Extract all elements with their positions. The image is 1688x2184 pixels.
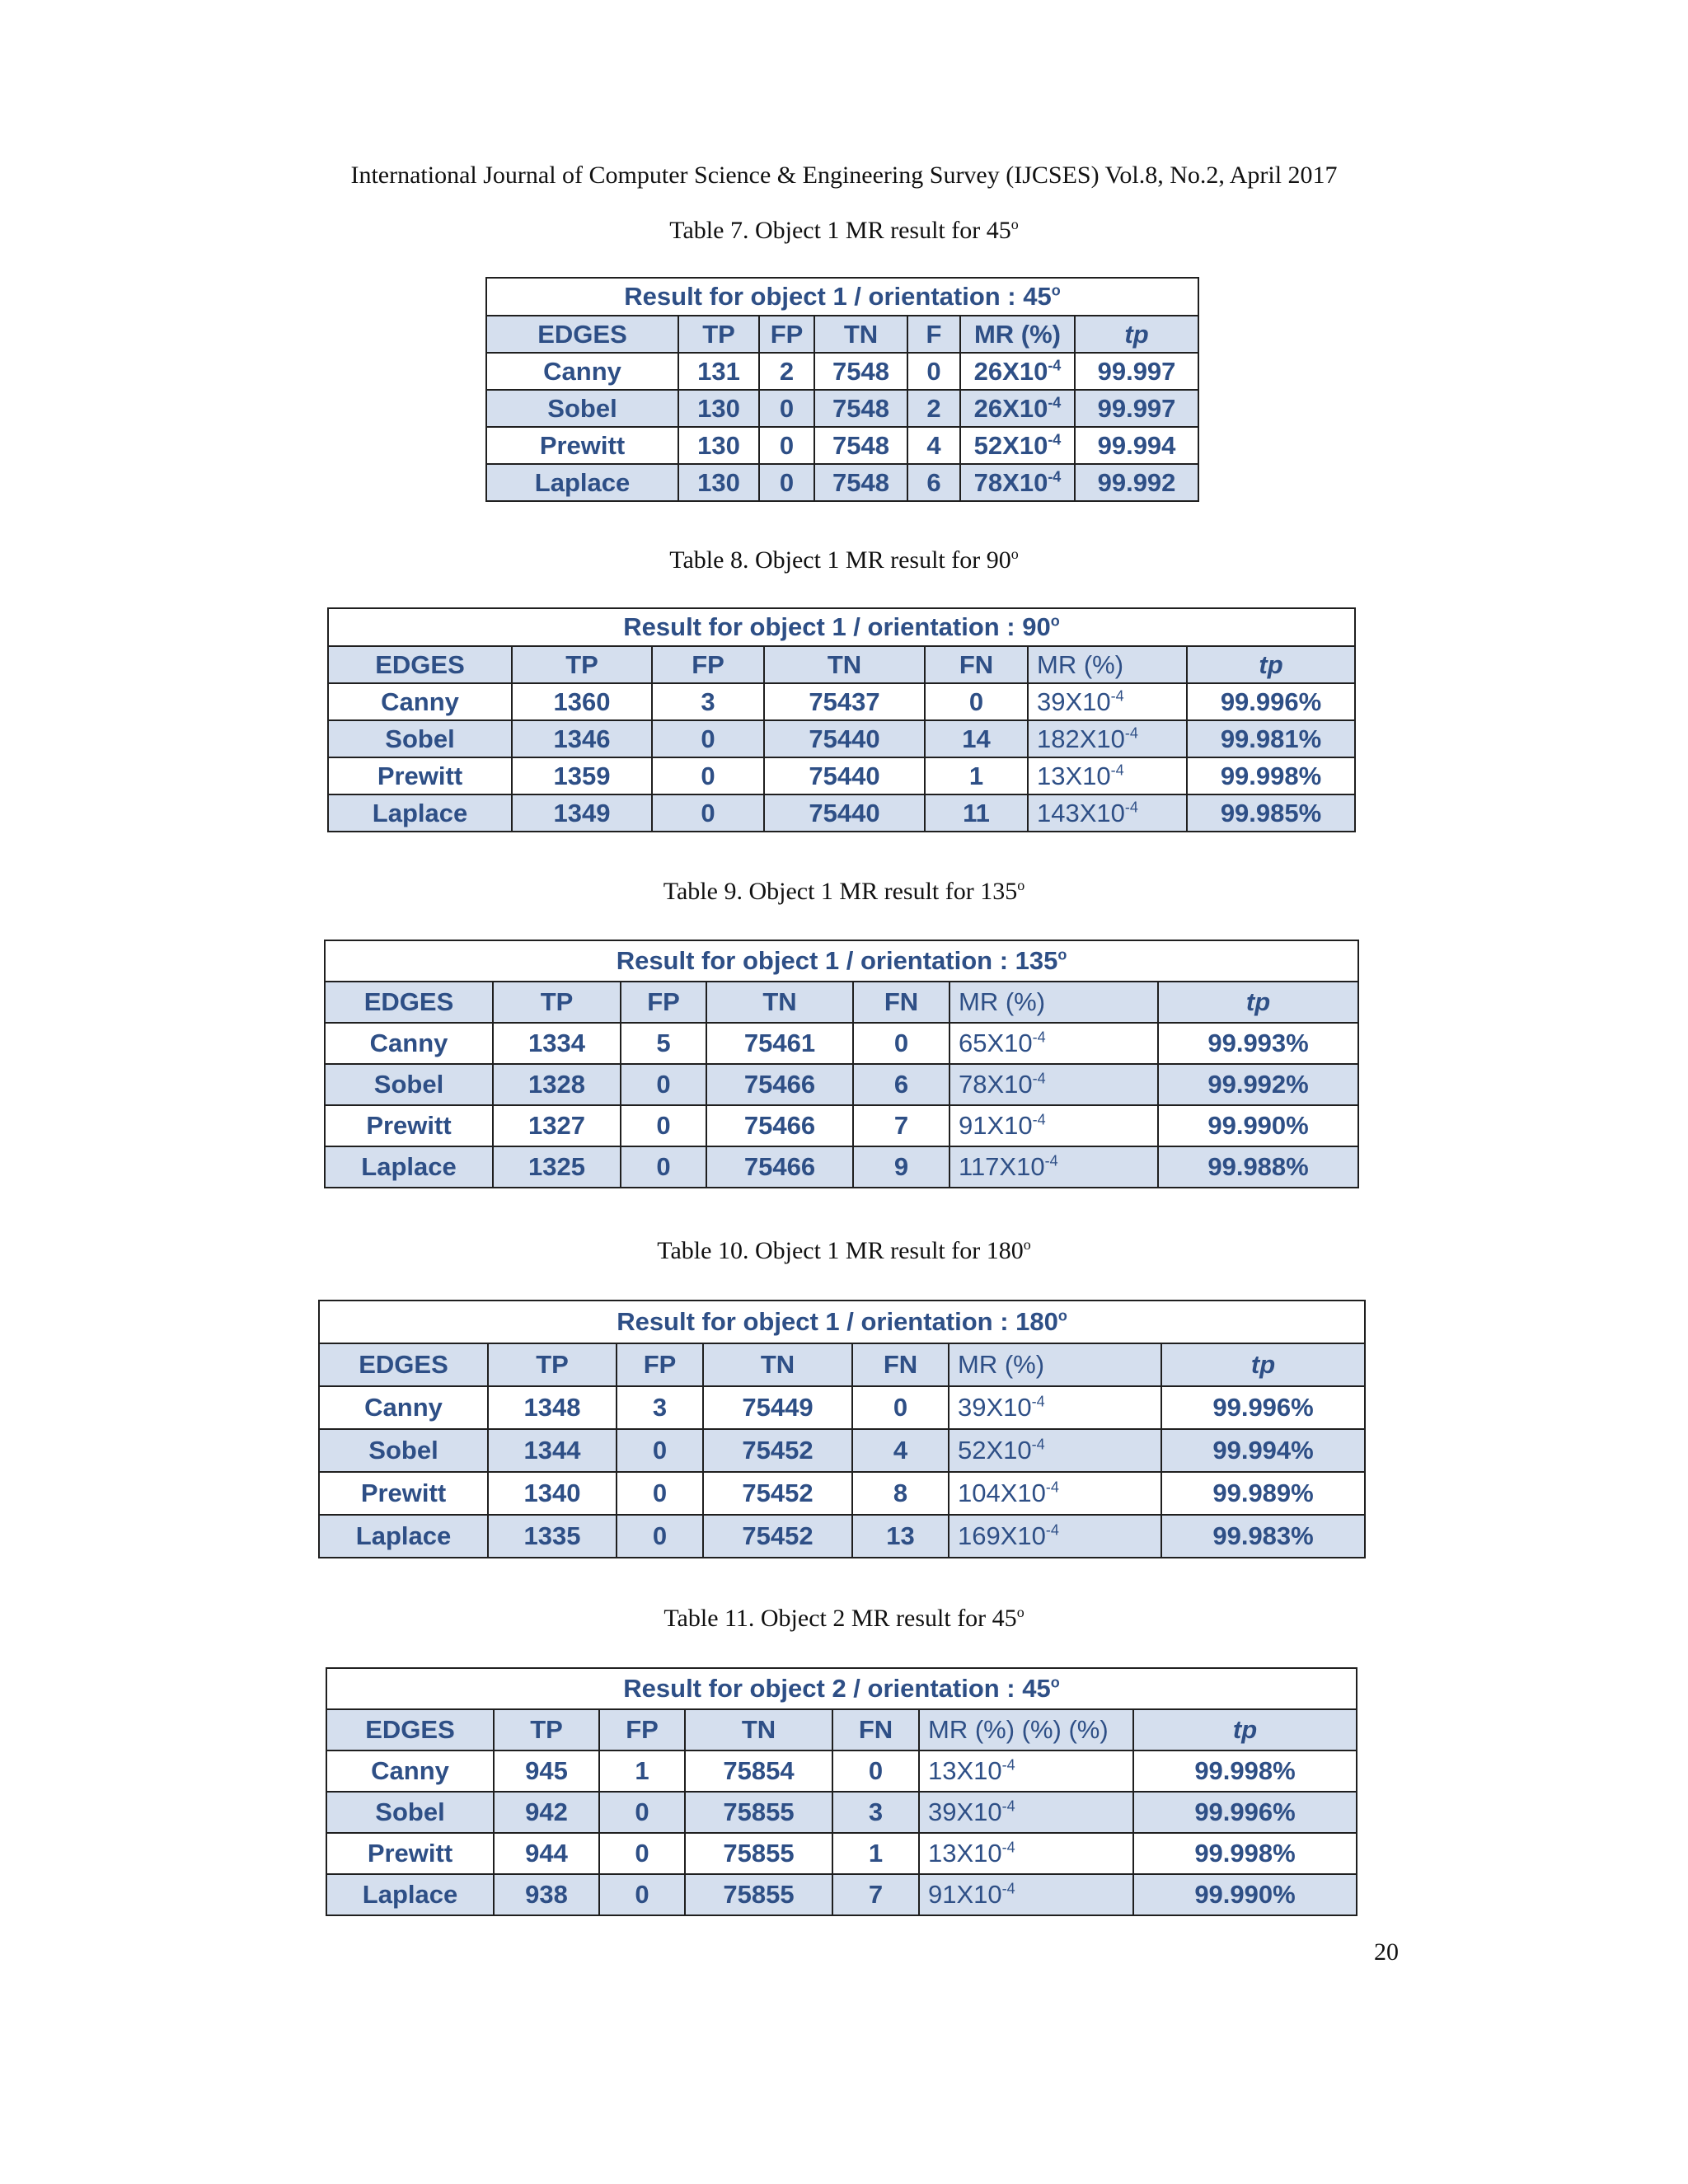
mr-exponent: -4 [1048, 431, 1062, 448]
cell-fn: 0 [853, 1023, 950, 1064]
col-header-tp: TP [512, 646, 652, 683]
col-header-tp: TP [488, 1343, 617, 1386]
mr-exponent: -4 [1045, 1521, 1059, 1539]
col-header-tp-pct: tp [1161, 1343, 1365, 1386]
table-row [486, 390, 1198, 427]
cell-tp-pct: 99.992% [1158, 1064, 1358, 1105]
cell-fn: 11 [925, 794, 1028, 832]
cell-edge: Laplace [486, 464, 678, 501]
table-row [319, 1386, 1365, 1429]
cell-tp: 1328 [493, 1064, 621, 1105]
cell-fp: 0 [599, 1874, 685, 1915]
cell-fp: 2 [759, 353, 814, 390]
cell-tp-pct: 99.985% [1187, 794, 1355, 832]
table-title-text: Result for object 1 / orientation : 135 [616, 946, 1058, 975]
col-header-fn: F [907, 316, 960, 353]
table-8 [327, 607, 1356, 832]
cell-tn: 75440 [764, 720, 925, 757]
col-header-tp: TP [493, 982, 621, 1023]
table-row [328, 683, 1355, 720]
cell-fp: 5 [621, 1023, 706, 1064]
mr-exponent: -4 [1048, 394, 1062, 411]
cell-fn: 7 [832, 1874, 919, 1915]
cell-mr [919, 1874, 1133, 1915]
table-7-caption [0, 216, 1688, 245]
table-row [328, 757, 1355, 794]
mr-value: 13X10 [928, 1839, 1002, 1868]
degree-symbol: o [1010, 216, 1019, 232]
cell-mr [960, 390, 1075, 427]
cell-mr [960, 427, 1075, 464]
cell-fn: 0 [925, 683, 1028, 720]
cell-edge: Canny [328, 683, 512, 720]
header-row [328, 646, 1355, 683]
table-9-caption [0, 877, 1688, 906]
cell-tp-pct: 99.993% [1158, 1023, 1358, 1064]
cell-fp: 0 [617, 1515, 703, 1558]
header-row [326, 1709, 1357, 1750]
cell-fn: 3 [832, 1792, 919, 1833]
mr-exponent: -4 [1045, 1479, 1059, 1496]
mr-value: 13X10 [928, 1756, 1002, 1785]
col-header-mr: MR (%) [960, 316, 1075, 353]
cell-fn: 4 [852, 1429, 949, 1472]
table-row [326, 1833, 1357, 1874]
cell-tn: 75855 [685, 1874, 832, 1915]
col-header-fp: FP [621, 982, 706, 1023]
cell-edge: Laplace [328, 794, 512, 832]
col-header-fn: FN [852, 1343, 949, 1386]
col-header-tp-pct: tp [1187, 646, 1355, 683]
table-8-caption [0, 546, 1688, 574]
mr-value: 52X10 [958, 1436, 1032, 1465]
cell-mr [949, 1429, 1161, 1472]
cell-tp-pct: 99.996% [1161, 1386, 1365, 1429]
cell-fn: 2 [907, 390, 960, 427]
header-row [486, 316, 1198, 353]
cell-mr [960, 353, 1075, 390]
header-row [325, 982, 1358, 1023]
mr-exponent: -4 [1032, 1029, 1046, 1046]
cell-fn: 0 [907, 353, 960, 390]
col-header-edges: EDGES [325, 982, 493, 1023]
cell-tp: 130 [678, 464, 759, 501]
cell-tn: 75466 [706, 1064, 853, 1105]
table-row [486, 353, 1198, 390]
mr-value: 91X10 [959, 1111, 1033, 1140]
col-header-fp: FP [617, 1343, 703, 1386]
cell-tn: 75452 [703, 1515, 852, 1558]
table-row [325, 1023, 1358, 1064]
mr-value: 13X10 [1037, 761, 1111, 790]
mr-exponent: -4 [1031, 1393, 1045, 1410]
page-number: 20 [1374, 1938, 1399, 1966]
mr-exponent: -4 [1001, 1839, 1015, 1856]
header-row [319, 1343, 1365, 1386]
table-row [325, 1146, 1358, 1188]
cell-tn: 75452 [703, 1472, 852, 1515]
cell-tp: 944 [494, 1833, 599, 1874]
cell-tn: 7548 [814, 390, 907, 427]
cell-edge: Sobel [326, 1792, 494, 1833]
cell-fp: 3 [617, 1386, 703, 1429]
cell-tp-pct: 99.983% [1161, 1515, 1365, 1558]
degree-symbol: o [1057, 1307, 1067, 1324]
cell-edge: Canny [326, 1750, 494, 1792]
cell-tp-pct: 99.998% [1133, 1750, 1357, 1792]
cell-tp: 1348 [488, 1386, 617, 1429]
mr-exponent: -4 [1110, 687, 1124, 705]
mr-value: 78X10 [973, 467, 1048, 497]
cell-edge: Sobel [486, 390, 678, 427]
cell-tp-pct: 99.998% [1133, 1833, 1357, 1874]
cell-edge: Prewitt [328, 757, 512, 794]
cell-mr [1028, 794, 1187, 832]
col-header-mr: MR (%) [950, 982, 1158, 1023]
col-header-edges: EDGES [328, 646, 512, 683]
table-row [326, 1874, 1357, 1915]
table-row [326, 1750, 1357, 1792]
degree-symbol: o [1050, 1674, 1060, 1691]
table-title-text: Result for object 1 / orientation : 90 [623, 612, 1051, 641]
col-header-mr: MR (%) [1028, 646, 1187, 683]
cell-fp: 0 [759, 390, 814, 427]
table-row [319, 1515, 1365, 1558]
table-9 [324, 940, 1359, 1188]
cell-tp-pct: 99.994 [1075, 427, 1198, 464]
cell-tp: 942 [494, 1792, 599, 1833]
mr-exponent: -4 [1048, 468, 1062, 485]
cell-fn: 9 [853, 1146, 950, 1188]
cell-edge: Laplace [325, 1146, 493, 1188]
cell-tp: 1344 [488, 1429, 617, 1472]
mr-exponent: -4 [1001, 1880, 1015, 1897]
degree-symbol: o [1010, 546, 1019, 562]
cell-edge: Sobel [319, 1429, 488, 1472]
cell-fn: 6 [853, 1064, 950, 1105]
table-row [328, 720, 1355, 757]
mr-value: 143X10 [1037, 798, 1125, 827]
cell-tp: 1340 [488, 1472, 617, 1515]
cell-edge: Prewitt [319, 1472, 488, 1515]
table-title [328, 608, 1355, 646]
cell-tp-pct: 99.996% [1133, 1792, 1357, 1833]
cell-fn: 1 [925, 757, 1028, 794]
cell-edge: Canny [486, 353, 678, 390]
mr-exponent: -4 [1001, 1756, 1015, 1774]
cell-mr [919, 1792, 1133, 1833]
cell-tp: 1346 [512, 720, 652, 757]
table-title-text: Result for object 1 / orientation : 180 [617, 1307, 1058, 1336]
cell-fp: 0 [652, 757, 764, 794]
caption-text: Table 11. Object 2 MR result for 45 [663, 1605, 1017, 1632]
mr-exponent: -4 [1048, 357, 1062, 374]
mr-exponent: -4 [1001, 1797, 1015, 1815]
cell-fp: 3 [652, 683, 764, 720]
cell-fp: 0 [617, 1429, 703, 1472]
table-title [486, 278, 1198, 316]
cell-tn: 75449 [703, 1386, 852, 1429]
cell-fn: 0 [832, 1750, 919, 1792]
cell-fn: 8 [852, 1472, 949, 1515]
mr-value: 26X10 [973, 356, 1048, 386]
cell-edge: Canny [325, 1023, 493, 1064]
table-row [319, 1429, 1365, 1472]
cell-mr [950, 1105, 1158, 1146]
mr-value: 52X10 [973, 430, 1048, 460]
cell-fp: 0 [599, 1833, 685, 1874]
cell-fn: 6 [907, 464, 960, 501]
col-header-fp: FP [599, 1709, 685, 1750]
mr-value: 39X10 [1037, 687, 1111, 716]
cell-tp-pct: 99.990% [1158, 1105, 1358, 1146]
running-head: International Journal of Computer Science & Engineering Survey (IJCSES) Vol.8, No.2, April 2017 [350, 162, 1338, 189]
table-title-text: Result for object 1 / orientation : 45 [624, 282, 1052, 311]
mr-exponent: -4 [1032, 1111, 1046, 1128]
cell-edge: Laplace [319, 1515, 488, 1558]
table-title [319, 1301, 1365, 1343]
col-header-tp-pct: tp [1158, 982, 1358, 1023]
cell-mr [949, 1515, 1161, 1558]
col-header-fp: FP [652, 646, 764, 683]
caption-text: Table 9. Object 1 MR result for 135 [663, 878, 1018, 905]
cell-fn: 0 [852, 1386, 949, 1429]
mr-value: 26X10 [973, 393, 1048, 423]
mr-exponent: -4 [1032, 1070, 1046, 1087]
mr-value: 39X10 [958, 1393, 1032, 1422]
degree-symbol: o [1023, 1236, 1031, 1253]
cell-fp: 0 [621, 1105, 706, 1146]
table-7 [485, 277, 1199, 502]
cell-tp: 1349 [512, 794, 652, 832]
mr-value: 65X10 [959, 1029, 1033, 1057]
cell-tn: 75466 [706, 1146, 853, 1188]
col-header-mr: MR (%) (%) (%) [919, 1709, 1133, 1750]
cell-mr [949, 1386, 1161, 1429]
cell-tn: 75440 [764, 757, 925, 794]
cell-tp: 938 [494, 1874, 599, 1915]
cell-tn: 75466 [706, 1105, 853, 1146]
col-header-tp: TP [494, 1709, 599, 1750]
table-row [325, 1064, 1358, 1105]
cell-fp: 0 [621, 1064, 706, 1105]
table-row [325, 1105, 1358, 1146]
cell-tn: 75855 [685, 1833, 832, 1874]
cell-fn: 1 [832, 1833, 919, 1874]
cell-fn: 4 [907, 427, 960, 464]
cell-tp-pct: 99.988% [1158, 1146, 1358, 1188]
cell-fn: 7 [853, 1105, 950, 1146]
cell-tp: 130 [678, 427, 759, 464]
cell-mr [919, 1750, 1133, 1792]
col-header-tp-pct: tp [1075, 316, 1198, 353]
table-title-text: Result for object 2 / orientation : 45 [623, 1674, 1051, 1703]
cell-mr [950, 1023, 1158, 1064]
cell-mr [950, 1064, 1158, 1105]
cell-fn: 13 [852, 1515, 949, 1558]
col-header-tn: TN [703, 1343, 852, 1386]
cell-tn: 7548 [814, 353, 907, 390]
table-title [325, 940, 1358, 982]
mr-value: 104X10 [958, 1479, 1046, 1507]
cell-tn: 75437 [764, 683, 925, 720]
col-header-edges: EDGES [319, 1343, 488, 1386]
table-11-caption [0, 1604, 1688, 1633]
cell-edge: Prewitt [486, 427, 678, 464]
cell-edge: Canny [319, 1386, 488, 1429]
cell-mr [1028, 720, 1187, 757]
cell-tp-pct: 99.998% [1187, 757, 1355, 794]
mr-value: 169X10 [958, 1521, 1046, 1550]
cell-tn: 75855 [685, 1792, 832, 1833]
cell-edge: Laplace [326, 1874, 494, 1915]
degree-symbol: o [1051, 282, 1061, 299]
cell-fp: 1 [599, 1750, 685, 1792]
cell-tp-pct: 99.989% [1161, 1472, 1365, 1515]
degree-symbol: o [1050, 612, 1060, 630]
col-header-mr: MR (%) [949, 1343, 1161, 1386]
cell-tp-pct: 99.997 [1075, 353, 1198, 390]
cell-fp: 0 [759, 427, 814, 464]
cell-mr [950, 1146, 1158, 1188]
col-header-tn: TN [814, 316, 907, 353]
col-header-fn: FN [925, 646, 1028, 683]
cell-edge: Prewitt [325, 1105, 493, 1146]
mr-exponent: -4 [1031, 1436, 1045, 1453]
cell-tp: 1360 [512, 683, 652, 720]
caption-text: Table 10. Object 1 MR result for 180 [657, 1237, 1024, 1264]
cell-edge: Sobel [328, 720, 512, 757]
table-row [328, 794, 1355, 832]
cell-tn: 75452 [703, 1429, 852, 1472]
degree-symbol: o [1057, 946, 1067, 963]
col-header-fn: FN [832, 1709, 919, 1750]
col-header-tn: TN [706, 982, 853, 1023]
table-10 [318, 1300, 1366, 1558]
cell-edge: Sobel [325, 1064, 493, 1105]
table-11 [326, 1667, 1357, 1916]
mr-value: 117X10 [959, 1152, 1045, 1181]
table-row [319, 1472, 1365, 1515]
cell-mr [1028, 757, 1187, 794]
caption-text: Table 8. Object 1 MR result for 90 [669, 546, 1011, 574]
mr-value: 78X10 [959, 1070, 1033, 1099]
cell-tp: 131 [678, 353, 759, 390]
cell-tp: 1327 [493, 1105, 621, 1146]
cell-edge: Prewitt [326, 1833, 494, 1874]
col-header-tp: TP [678, 316, 759, 353]
cell-mr [919, 1833, 1133, 1874]
cell-fn: 14 [925, 720, 1028, 757]
cell-tp: 130 [678, 390, 759, 427]
mr-value: 182X10 [1037, 724, 1125, 753]
table-10-caption [0, 1236, 1688, 1265]
mr-exponent: -4 [1044, 1152, 1058, 1169]
table-row [486, 427, 1198, 464]
col-header-tp-pct: tp [1133, 1709, 1357, 1750]
cell-tn: 75461 [706, 1023, 853, 1064]
cell-tp-pct: 99.981% [1187, 720, 1355, 757]
table-row [486, 464, 1198, 501]
cell-fp: 0 [599, 1792, 685, 1833]
cell-tp: 1325 [493, 1146, 621, 1188]
mr-exponent: -4 [1124, 799, 1138, 816]
cell-tp-pct: 99.992 [1075, 464, 1198, 501]
mr-exponent: -4 [1110, 762, 1124, 779]
mr-exponent: -4 [1124, 724, 1138, 742]
cell-mr [949, 1472, 1161, 1515]
cell-tp: 1335 [488, 1515, 617, 1558]
degree-symbol: o [1016, 1604, 1025, 1620]
col-header-tn: TN [685, 1709, 832, 1750]
cell-tp: 945 [494, 1750, 599, 1792]
degree-symbol: o [1017, 877, 1025, 893]
table-row [326, 1792, 1357, 1833]
col-header-edges: EDGES [326, 1709, 494, 1750]
table-title [326, 1668, 1357, 1709]
mr-value: 91X10 [928, 1880, 1002, 1909]
cell-tp: 1359 [512, 757, 652, 794]
cell-tn: 75440 [764, 794, 925, 832]
col-header-fn: FN [853, 982, 950, 1023]
cell-tn: 7548 [814, 427, 907, 464]
mr-value: 39X10 [928, 1797, 1002, 1826]
col-header-edges: EDGES [486, 316, 678, 353]
cell-fp: 0 [621, 1146, 706, 1188]
cell-fp: 0 [617, 1472, 703, 1515]
cell-fp: 0 [759, 464, 814, 501]
cell-tn: 7548 [814, 464, 907, 501]
cell-tp: 1334 [493, 1023, 621, 1064]
col-header-tn: TN [764, 646, 925, 683]
cell-mr [1028, 683, 1187, 720]
cell-tn: 75854 [685, 1750, 832, 1792]
cell-mr [960, 464, 1075, 501]
cell-fp: 0 [652, 720, 764, 757]
cell-tp-pct: 99.997 [1075, 390, 1198, 427]
cell-tp-pct: 99.994% [1161, 1429, 1365, 1472]
cell-tp-pct: 99.990% [1133, 1874, 1357, 1915]
cell-fp: 0 [652, 794, 764, 832]
cell-tp-pct: 99.996% [1187, 683, 1355, 720]
caption-text: Table 7. Object 1 MR result for 45 [669, 217, 1011, 244]
col-header-fp: FP [759, 316, 814, 353]
